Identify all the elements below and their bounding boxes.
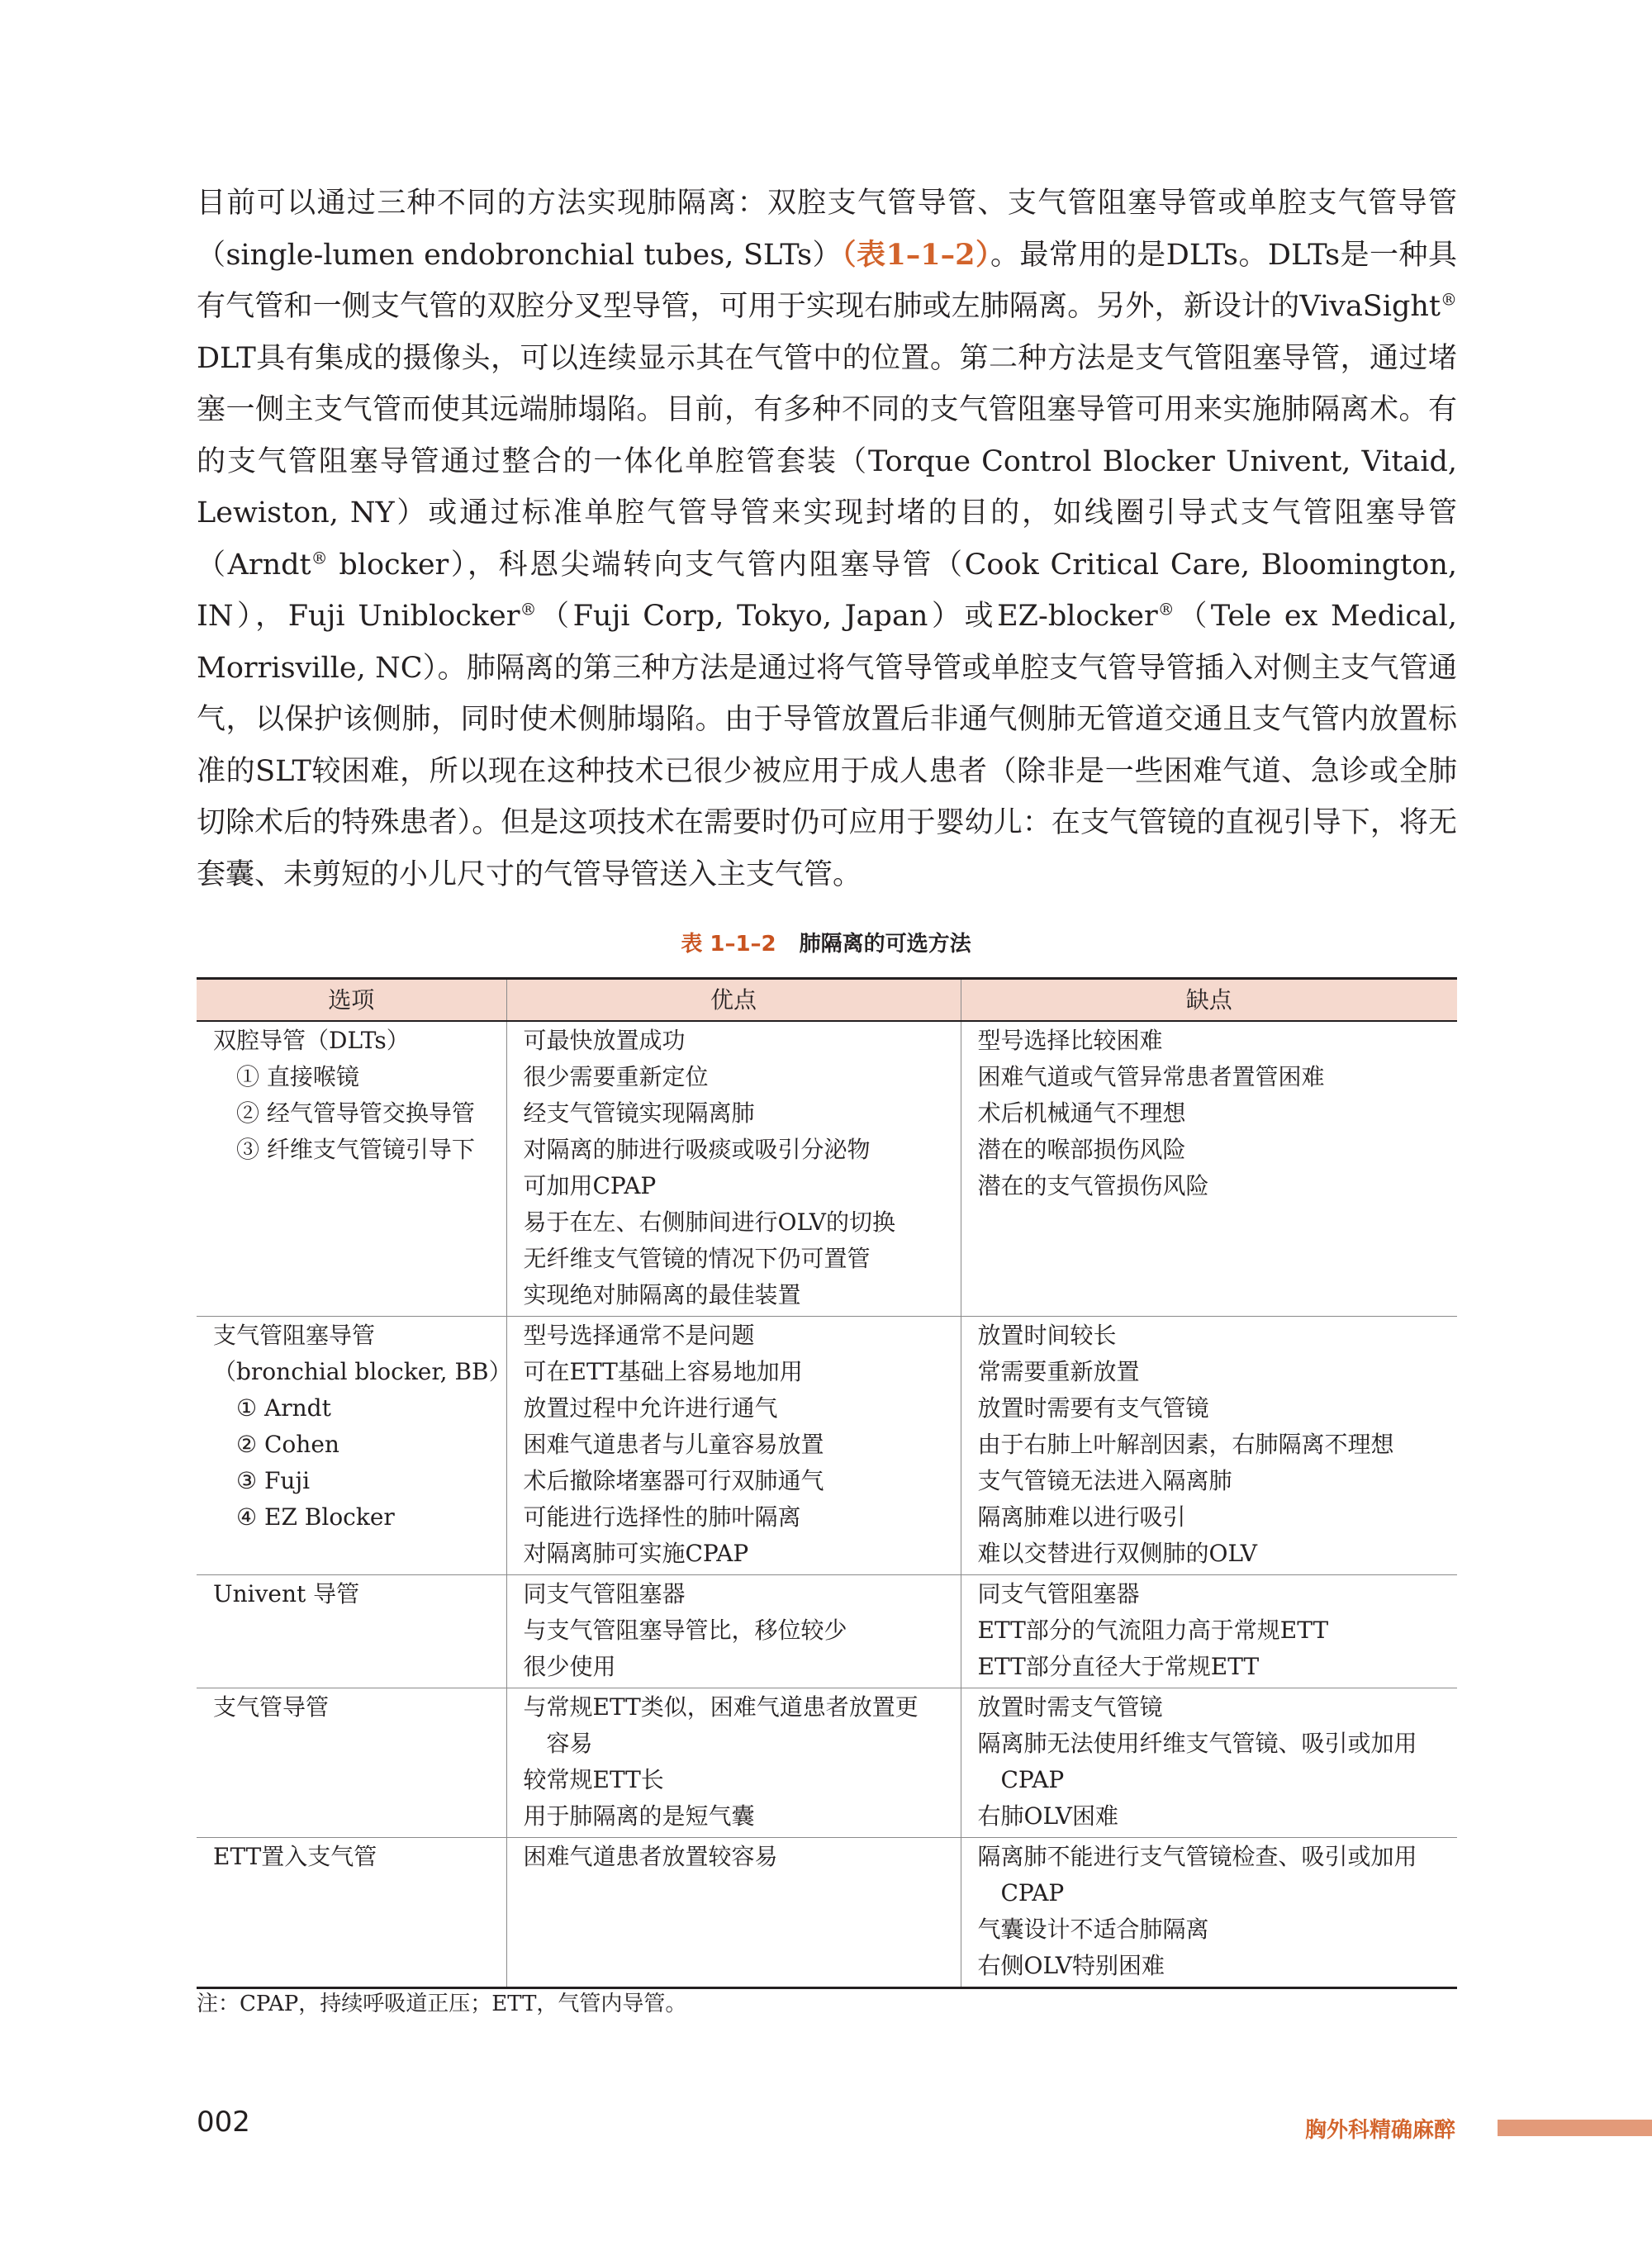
cell-line: ② 经气管导管交换导管 (236, 1099, 475, 1127)
paragraph-text-2: 。最常用的是DLTs。DLTs是一种具有气管和一侧支气管的双腔分叉型导管，可用于实现右肺或左肺隔离。另外，新设计的VivaSight (197, 238, 1457, 323)
table-title: 肺隔离的可选方法 (799, 932, 971, 957)
cell-line: CPAP (1000, 1766, 1065, 1793)
cell-line: ① Arndt (236, 1394, 331, 1422)
cell-line: ② Cohen (236, 1431, 339, 1458)
cell-line: 对隔离的肺进行吸痰或吸引分泌物 (523, 1136, 871, 1163)
cell-line: 实现绝对肺隔离的最佳装置 (523, 1281, 801, 1308)
cell-line: Univent 导管 (213, 1580, 360, 1607)
cell-line: ④ EZ Blocker (236, 1503, 395, 1531)
cell-line: 困难气道或气管异常患者置管困难 (977, 1063, 1325, 1090)
registered-mark: ® (1441, 289, 1457, 310)
cell-line: 可最快放置成功 (523, 1027, 686, 1054)
table-cell-pros (506, 1575, 961, 1688)
cell-line: 可加用CPAP (523, 1172, 657, 1199)
cell-line: 放置时需支气管镜 (977, 1693, 1163, 1721)
cell-line: 与常规ETT类似，困难气道患者放置更 (523, 1693, 919, 1721)
table-note: 注：CPAP，持续呼吸道正压；ETT，气管内导管。 (197, 1992, 687, 2016)
cell-line: 经支气管镜实现隔离肺 (523, 1099, 755, 1127)
table-caption (0, 927, 1652, 957)
cell-line: 右肺OLV困难 (977, 1802, 1118, 1830)
cell-line: 潜在的喉部损伤风险 (977, 1136, 1186, 1163)
table-cell-pros (506, 1688, 961, 1838)
cell-line: ETT部分直径大于常规ETT (977, 1653, 1260, 1680)
paragraph-text-4: blocker），科恩尖端转向支气管内阻塞导管（Cook Critical Care, Bloomington, IN），Fuji Uniblocker (197, 548, 1457, 633)
cell-line: ETT部分的气流阻力高于常规ETT (977, 1617, 1329, 1644)
paragraph-text-1: 目前可以通过三种不同的方法实现肺隔离：双腔支气管导管、支气管阻塞导管或单腔支气管导管（single-lumen endobronchial tubes, SLTs） (197, 187, 1457, 272)
cell-line: 很少需要重新定位 (523, 1063, 709, 1090)
cell-line: 由于右肺上叶解剖因素，右肺隔离不理想 (977, 1431, 1394, 1458)
cell-line: 对隔离肺可实施CPAP (523, 1540, 749, 1567)
cell-line: ① 直接喉镜 (236, 1063, 359, 1090)
cell-line: 气囊设计不适合肺隔离 (977, 1916, 1209, 1943)
cell-line: 术后机械通气不理想 (977, 1099, 1186, 1127)
cell-line: 同支气管阻塞器 (523, 1580, 686, 1607)
header-option: 选项 (197, 979, 506, 1022)
cell-line: 用于肺隔离的是短气囊 (523, 1802, 755, 1830)
cell-line: 难以交替进行双侧肺的OLV (977, 1540, 1257, 1567)
cell-line: 支气管导管 (213, 1693, 330, 1721)
registered-mark: ® (311, 547, 328, 567)
table-cell-pros (506, 1317, 961, 1575)
table-cell-cons (961, 1021, 1457, 1317)
cell-line: 可在ETT基础上容易地加用 (523, 1358, 803, 1385)
cell-line: 潜在的支气管损伤风险 (977, 1172, 1209, 1199)
table-cell-cons (961, 1317, 1457, 1575)
cell-line: 易于在左、右侧肺间进行OLV的切换 (523, 1208, 895, 1236)
table-cell-pros (506, 1838, 961, 1988)
paragraph-text-6: （Tele ex Medical, Morrisville, NC）。肺隔离的第三种方法是通过将气管导管或单腔支气管导管插入对侧主支气管通气，以保护该侧肺，同时使术侧肺塌陷。由于导管放置后非通气侧肺无管道交通且支气管内放置标准的SLT较困难，所以现在这种技术已很少被应用于成人患者（除非是一些困难气道、急诊或全肺切除术后的特殊患者）。但是这项技术在需要时仍可应用于婴幼儿：在支气管镜的直视引导下，将无套囊、未剪短的小儿尺寸的气管导管送入主支气管。 (197, 600, 1457, 891)
table-row (197, 1021, 1457, 1317)
cell-line: 困难气道患者放置较容易 (523, 1843, 778, 1870)
cell-line: ③ Fuji (236, 1467, 311, 1494)
cell-line: 型号选择比较困难 (977, 1027, 1163, 1054)
cell-line: 右侧OLV特别困难 (977, 1952, 1165, 1979)
table-cell-option (197, 1317, 512, 1575)
table-reference-link[interactable]: （表1–1–2） (842, 237, 990, 272)
cell-line: ③ 纤维支气管镜引导下 (236, 1136, 475, 1163)
header-pros: 优点 (506, 979, 961, 1022)
page-number: 002 (197, 2106, 250, 2139)
paragraph-text-5: （Fuji Corp, Tokyo, Japan）或EZ-blocker (536, 600, 1158, 633)
table-row (197, 1838, 1457, 1988)
table-cell-cons (961, 1838, 1457, 1988)
cell-line: 与支气管阻塞导管比，移位较少 (523, 1617, 847, 1644)
cell-line: 隔离肺不能进行支气管镜检查、吸引或加用 (977, 1843, 1417, 1870)
table-row (197, 1575, 1457, 1688)
cell-line: 容易 (546, 1730, 593, 1757)
cell-line: ETT置入支气管 (213, 1843, 377, 1870)
cell-line: 较常规ETT长 (523, 1766, 664, 1793)
table-body (197, 1021, 1457, 1988)
cell-line: 很少使用 (523, 1653, 616, 1680)
table-cell-cons (961, 1688, 1457, 1838)
cell-line: 型号选择通常不是问题 (523, 1322, 755, 1349)
cell-line: 支气管阻塞导管 (213, 1322, 376, 1349)
table-cell-option (197, 1575, 506, 1688)
table-cell-pros (506, 1021, 961, 1317)
table-cell-option (197, 1688, 506, 1838)
cell-line: 双腔导管（DLTs） (213, 1027, 410, 1054)
cell-line: 可能进行选择性的肺叶隔离 (523, 1503, 801, 1531)
cell-line: 隔离肺无法使用纤维支气管镜、吸引或加用 (977, 1730, 1417, 1757)
cell-line: 放置时间较长 (977, 1322, 1117, 1349)
table-row (197, 1317, 1457, 1575)
cell-line: 支气管镜无法进入隔离肺 (977, 1467, 1232, 1494)
body-paragraph (197, 178, 1457, 900)
table-cell-cons (961, 1575, 1457, 1688)
table-row (197, 1688, 1457, 1838)
cell-line: 常需要重新放置 (977, 1358, 1140, 1385)
table-cell-option (197, 1838, 506, 1988)
table-header-row (197, 979, 1457, 1022)
cell-line: 放置过程中允许进行通气 (523, 1394, 778, 1422)
cell-line: 术后撤除堵塞器可行双肺通气 (523, 1467, 824, 1494)
cell-line: 困难气道患者与儿童容易放置 (523, 1431, 824, 1458)
footer-accent-bar (1498, 2120, 1652, 2136)
cell-line: 隔离肺难以进行吸引 (977, 1503, 1186, 1531)
table-cell-option (197, 1021, 506, 1317)
cell-line: 同支气管阻塞器 (977, 1580, 1140, 1607)
options-table (197, 977, 1457, 1989)
table-number: 表 1–1–2 (681, 932, 776, 957)
cell-line: 无纤维支气管镜的情况下仍可置管 (523, 1245, 871, 1272)
header-cons: 缺点 (961, 979, 1457, 1022)
registered-mark: ® (520, 599, 537, 620)
book-title: 胸外科精确麻醉 (1304, 2118, 1455, 2143)
cell-line: 放置时需要有支气管镜 (977, 1394, 1209, 1422)
registered-mark: ® (1157, 599, 1175, 620)
cell-line: CPAP (1000, 1879, 1065, 1906)
cell-line: （bronchial blocker, BB） (213, 1358, 512, 1385)
paragraph-text-3: DLT具有集成的摄像头，可以连续显示其在气管中的位置。第二种方法是支气管阻塞导管，通过堵塞一侧主支气管而使其远端肺塌陷。目前，有多种不同的支气管阻塞导管可用来实施肺隔离术。有的支气管阻塞导管通过整合的一体化单腔管套装（Torque Control Blocker Univent, Vitaid, Lewiston, NY）或通过标准单腔气管导管来实现封堵的目的，如线圈引导式支气管阻塞导管（Arndt (197, 341, 1457, 582)
